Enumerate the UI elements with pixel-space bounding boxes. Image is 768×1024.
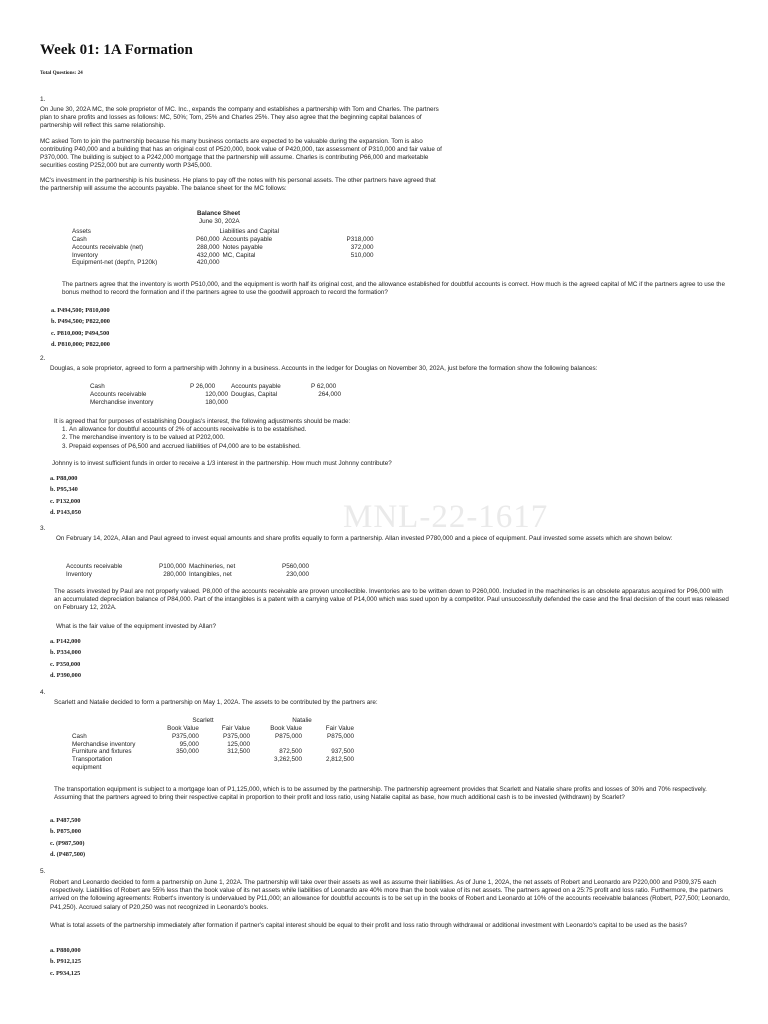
table-row [90,391,341,399]
table-cell: P318,000 [346,235,374,243]
paragraph: Douglas, a sole proprietor, agreed to form a partnership with Johnny in a business. Accounts in the ledger for Douglas on November 30, 202A, just before the formation show the following balances: [50,365,598,372]
table-cell: Douglas, Capital [231,390,278,398]
table-cell: MC, Capital [222,251,256,259]
question-number: 3. [40,525,46,532]
table-cell: 432,000 [196,251,220,259]
table-cell [228,399,311,407]
table-cell [156,764,199,772]
table-cell: Cash [72,235,87,243]
option-d[interactable]: d. P810,000; P822,000 [51,341,110,349]
table-row [72,252,373,260]
table-row [72,259,373,267]
table-cell: Inventory [72,251,98,259]
assets-table [66,563,309,579]
table-cell: P560,000 [282,563,309,570]
table-cell: Equipment-net (dept'n, P120k) [72,259,158,267]
table-cell: Furniture and fixtures [72,748,132,756]
table-row [90,383,341,391]
table-row [72,741,354,749]
option-b[interactable]: b. P494,500; P822,000 [51,318,110,326]
balance-sheet-table [72,228,373,267]
table-cell: 937,500 [331,748,354,756]
question-3-details [54,588,730,613]
question-3-text [56,535,730,543]
option-b[interactable]: b. P95,340 [50,486,78,494]
balance-sheet-title: Balance Sheet [197,210,241,217]
table-cell: Cash [90,383,105,390]
table-cell [250,741,302,749]
balance-sheet-date: June 30, 202A [199,218,240,226]
table-cell: Machineries, net [189,563,236,570]
option-b[interactable]: b. P912,125 [50,958,81,966]
table-cell: 95,000 [179,740,199,748]
paragraph: The assets invested by Paul are not properly valued. P8,000 of the accounts receivable are proven uncollectible. Inventories are to be written down to P260,000. Included in the machineries is an obsolete apparatus acquired for P96,000 with an accumulated depreciation balance of P84,000. Part of the intangibles is a patent with a carrying value of P14,000 which was sued upon by a competitor. Paul unsuccessfully defended the case and the final decision of the court was released on February 12, 202A. [54,588,729,612]
list-item: 1. An allowance for doubtful accounts of 2% of accounts receivable is to be established. [69,426,714,434]
question-2-prompt [52,460,712,468]
option-a[interactable]: a. P88,000 [50,475,78,482]
question-number: 5. [40,868,46,875]
table-cell: P875,000 [275,732,302,740]
table-cell: Accounts payable [231,383,281,390]
table-row [72,764,354,772]
table-row [72,244,373,252]
question-1-prompt [62,281,730,297]
table-cell: 180,000 [205,398,228,406]
table-cell: 288,000 [196,243,220,251]
option-c[interactable]: c. P132,000 [50,497,81,505]
column-header: Fair Value [325,724,354,732]
answer-options [50,473,81,519]
table-cell: 2,812,500 [325,756,354,764]
table-cell: Accounts payable [222,235,273,243]
table-cell: 372,000 [350,243,374,251]
table-cell: Accounts receivable [66,563,123,570]
option-b[interactable]: b. P334,000 [50,649,81,657]
table-cell [250,764,302,772]
paragraph: The partners agree that the inventory is worth P510,000, and the equipment is worth half its original cost, and the allowance established for doubtful accounts is correct. How much is the agreed capital of MC if the partners agree to use the bonus method to record the formation and if the partners agree to use the goodwill approach to record the formation? [62,281,725,297]
paragraph: Robert and Leonardo decided to form a partnership on June 1, 202A. The partnership will take over their assets as well as assume their liabilities. As of June 1, 202A, the net assets of Robert and Leonardo are P220,000 and P309,375 each respectively. Liabilities of Robert are 55% less than the book value of its net assets while liabilities of Leonardo are 40% more than the book value of its net assets. The partners agreed on a 25:75 profit and loss ratio. Furthermore, the partners arrived on the following agreements: Robert's inventory is undervalued by P11,000; an allowance for doubtful accounts is to be set up in the books of Robert and Leonardo at 10% of the accounts receivable balances (Robert, P27,500; Leonardo, P41,250). Accrued salary of P20,250 was not recognized in Leonardo's books. [50,879,730,911]
table-cell: P875,000 [327,732,354,740]
question-5-text [50,879,730,912]
question-4-prompt [54,786,730,802]
option-c[interactable]: c. (P987,500) [50,839,85,847]
paragraph: MC's investment in the partnership is his business. He plans to pay off the notes with his personal assets. The other partners have agreed that the partnership will assume the accounts payable. The balance sheet for the MC follows: [40,177,436,193]
table-cell: P375,000 [171,732,199,740]
column-header: Assets [72,228,91,235]
answer-options [50,636,81,682]
table-cell: Notes payable [222,243,263,251]
table-row [90,399,341,407]
table-cell [302,764,354,772]
option-c[interactable]: c. P810,000; P494,500 [51,329,110,337]
table-cell: Cash [72,732,87,740]
table-cell: P 26,000 [190,383,216,390]
table-cell: P375,000 [223,732,250,740]
question-1-text [40,106,446,194]
option-a[interactable]: a. P494,500; P810,000 [51,307,110,314]
table-row [72,733,354,741]
table-row [72,748,354,756]
table-row [66,563,309,571]
page-title: Week 01: 1A Formation [40,42,193,58]
table-cell: 280,000 [163,570,186,578]
question-4-text [54,699,714,707]
option-a[interactable]: a. P487,500 [50,817,81,824]
table-row [66,571,309,579]
paragraph: On February 14, 202A, Allan and Paul agreed to invest equal amounts and share profits equally to form a partnership. Allan invested P780,000 and a piece of equipment. Paul invested some assets which are shown below: [56,535,673,542]
table-cell: 120,000 [205,390,228,398]
table-cell: 312,500 [227,748,250,756]
balance-sheet-heading [197,210,240,226]
table-cell: 420,000 [196,259,220,267]
table-cell [302,741,354,749]
option-b[interactable]: b. P875,000 [50,828,81,836]
column-header: Fair Value [221,724,250,732]
question-5-prompt [50,922,730,930]
table-cell [199,756,250,764]
table-cell [199,764,250,772]
paragraph: MC asked Tom to join the partnership because his many business contacts are expected to be valuable during the expansion. Tom is also contributing P40,000 and a building that has an original cost of P520,000, book value of P420,000, tax assessment of P310,000 and fair value of P370,000. The building is subject to a P242,000 mortgage that the partnership will assume. Charles is contributing P66,000 and marketable securities costing P252,000 but are currently worth P345,000. [40,137,442,170]
question-3-prompt [56,623,716,631]
table-cell: 350,000 [176,748,199,756]
column-group-header: Natalie [292,717,312,724]
table-cell: Intangibles, net [189,570,232,578]
table-cell: Merchandise inventory [90,398,154,406]
option-c[interactable]: c. P934,125 [50,969,81,977]
table-cell: P60,000 [196,235,220,243]
table-cell: 264,000 [318,390,341,398]
list-item: 2. The merchandise inventory is to be valued at P202,000. [69,434,714,442]
paragraph: Scarlett and Natalie decided to form a partnership on May 1, 202A. The assets to be contributed by the partners are: [54,699,378,706]
paragraph: What is total assets of the partnership immediately after formation if partner's capital interest should be equal to their profit and loss ratio through withdrawal or additional investment with Leonardo's capital to be used as the basis? [50,922,687,929]
answer-options [50,945,81,979]
table-cell: Merchandise inventory [72,740,136,748]
table-cell [329,259,373,267]
option-d[interactable]: d. P143,050 [50,509,81,517]
option-a[interactable]: a. P142,000 [50,638,81,645]
table-cell: 3,262,500 [273,756,302,764]
table-cell [156,756,199,764]
table-row [72,756,354,764]
column-header: Book Value [270,724,302,732]
answer-options [50,815,85,861]
answer-options [51,305,110,351]
table-cell: 230,000 [286,570,309,578]
table-row [72,236,373,244]
paragraph: It is agreed that for purposes of establishing Douglas's interest, the following adjustments should be made: [54,418,351,425]
paragraph: On June 30, 202A MC, the sole proprietor of MC. Inc., expands the company and establishes a partnership with Tom and Charles. The partners plan to share profits and losses as follows: MC, 50%; Tom, 25% and Charles 25%. They also agree that the beginning capital balances of partnership will reflect this same relationship. [40,106,439,130]
table-cell: Inventory [66,570,92,578]
option-d[interactable]: d. P390,000 [50,672,81,680]
column-header: Liabilities and Capital [219,228,279,235]
table-cell [219,259,329,267]
question-number: 2. [40,355,46,362]
table-cell [311,399,341,407]
option-a[interactable]: a. P880,000 [50,947,81,954]
table-cell: 125,000 [227,740,250,748]
question-number: 4. [40,689,46,696]
table-cell: Accounts receivable (net) [72,243,144,251]
table-cell: Transportation [72,756,113,764]
table-cell: 510,000 [350,251,374,259]
table-cell: Accounts receivable [90,390,147,398]
option-c[interactable]: c. P350,000 [50,660,81,668]
ledger-table [90,383,341,407]
list-item: 3. Prepaid expenses of P6,500 and accrued liabilities of P4,000 are to be established. [69,443,714,451]
table-cell: P100,000 [159,563,186,570]
paragraph: Johnny is to invest sufficient funds in order to receive a 1/3 interest in the partnership. How much must Johnny contribute? [52,460,392,467]
table-cell: 872,500 [279,748,302,756]
watermark: MNL-22-1617 [343,499,549,535]
question-number: 1. [40,96,46,103]
column-group-header: Scarlett [192,717,214,724]
total-questions: Total Questions: 24 [40,70,83,76]
contribution-table [72,717,354,772]
column-header: Book Value [167,724,199,732]
paragraph: The transportation equipment is subject to a mortgage loan of P1,125,000, which is to be assumed by the partnership. The partnership agreement provides that Scarlett and Natalie share profits and losses of 30% and 70% respectively. Assuming that the partners agreed to bring their respective capital in proportion to their profit and loss ratio, using Natalie capital as base, how much additional cash is to be invested (withdrawn) by Scarlet? [54,786,707,802]
paragraph: What is the fair value of the equipment invested by Allan? [56,623,216,630]
question-2-text [50,365,730,373]
table-cell: P 62,000 [311,383,337,390]
adjustment-list [54,426,714,451]
table-cell: equipment [72,764,102,772]
option-d[interactable]: d. (P487,500) [50,851,86,859]
question-2-adjustments [54,418,714,451]
